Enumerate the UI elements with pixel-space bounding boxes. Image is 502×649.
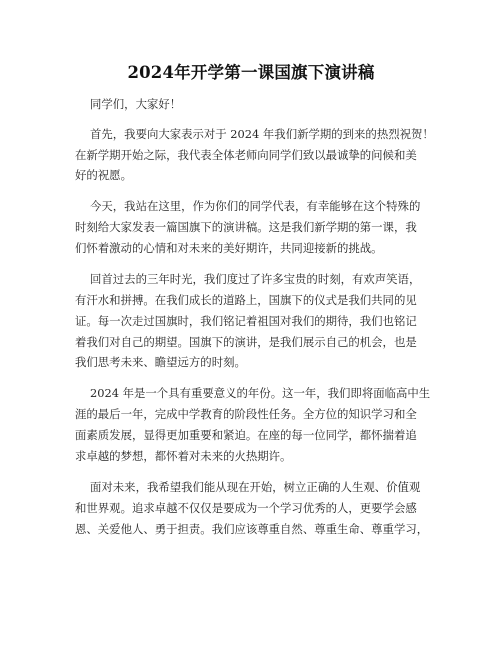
paragraph-line: 有汗水和拼搏。在我们成长的道路上，国旗下的仪式是我们共同的见 (75, 293, 417, 307)
paragraph-line: 面素质发展，显得更加重要和紧迫。在座的每一位同学，都怀揣着追 (75, 428, 417, 442)
paragraph-line: 今天，我站在这里，作为你们的同学代表，有幸能够在这个特殊的 (90, 199, 421, 213)
paragraph-line: 证。每一次走过国旗时，我们铭记着祖国对我们的期待，我们也铭记 (75, 314, 417, 328)
greeting-line: 同学们，大家好！ (90, 97, 182, 111)
paragraph-line: 求卓越的梦想，都怀着对未来的火热期许。 (75, 449, 292, 463)
paragraph-line: 面对未来，我希望我们能从现在开始，树立正确的人生观、价值观 (90, 480, 421, 494)
paragraph-line: 们怀着激动的心情和对未来的美好期许，共同迎接新的挑战。 (75, 241, 383, 255)
paragraph-line: 涯的最后一年，完成中学教育的阶段性任务。全方位的知识学习和全 (75, 407, 417, 421)
paragraph-line: 时刻给大家发表一篇国旗下的演讲稿。这是我们新学期的第一课，我 (75, 220, 417, 234)
paragraph-line: 2024 年是一个具有重要意义的年份。这一年，我们即将面临高中生 (90, 386, 431, 400)
document-title: 2024年开学第一课国旗下演讲稿 (127, 63, 375, 82)
paragraph-line: 和世界观。追求卓越不仅仅是要成为一个学习优秀的人，更要学会感 (75, 501, 417, 515)
paragraph-line: 首先，我要向大家表示对于 2024 年我们新学期的到来的热烈祝贺！ (90, 127, 434, 141)
paragraph-line: 在新学期开始之际，我代表全体老师向同学们致以最诚挚的问候和美 (75, 148, 417, 162)
paragraph-line: 恩、关爱他人、勇于担责。我们应该尊重自然、尊重生命、尊重学习， (75, 522, 429, 536)
paragraph-line: 我们思考未来、瞻望远方的时刻。 (75, 355, 246, 369)
paragraph-line: 着我们对自己的期望。国旗下的演讲，是我们展示自己的机会，也是 (75, 335, 417, 349)
paragraph-line: 回首过去的三年时光，我们度过了许多宝贵的时刻，有欢声笑语， (90, 272, 421, 286)
paragraph-line: 好的祝愿。 (75, 168, 132, 182)
